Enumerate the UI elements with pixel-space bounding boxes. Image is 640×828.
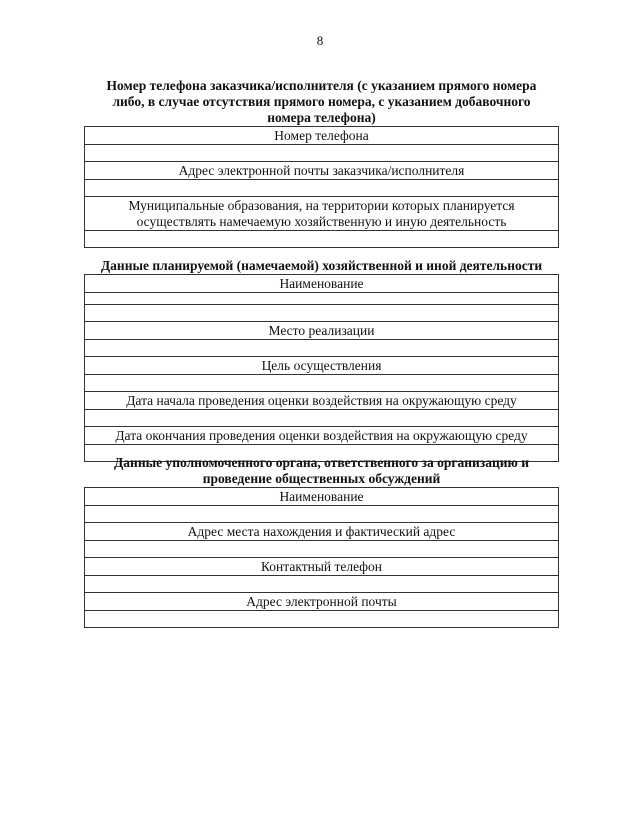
section-planned-activity: [84, 258, 559, 462]
row-label-municipalities: Муниципальные образования, на территории которых планируется осуществлять намечаемую хозяйственную и иную деятельность: [85, 197, 559, 231]
row-label-address: Адрес места нахождения и фактический адрес: [85, 523, 559, 541]
value-cell-municipalities[interactable]: [85, 231, 559, 248]
page-number: 8: [316, 33, 324, 48]
row-label-purpose: Цель осуществления: [85, 357, 559, 375]
section-title: Данные планируемой (намечаемой) хозяйственной и иной деятельности: [100, 258, 543, 273]
value-cell-email[interactable]: [85, 180, 559, 197]
row-label-end-date: Дата окончания проведения оценки воздействия на окружающую среду: [85, 427, 559, 445]
value-cell-start-date[interactable]: [85, 410, 559, 427]
section-customer-contacts: [84, 78, 559, 248]
value-cell-authority-name[interactable]: [85, 506, 559, 523]
authority-table: [84, 487, 559, 628]
row-label-start-date: Дата начала проведения оценки воздействия на окружающую среду: [85, 392, 559, 410]
value-cell-name-2[interactable]: [85, 305, 559, 322]
value-cell-contact-phone[interactable]: [85, 576, 559, 593]
value-cell-phone[interactable]: [85, 145, 559, 162]
row-label-authority-email: Адрес электронной почты: [85, 593, 559, 611]
section-title: Данные уполномоченного органа, ответственного за организацию и проведение общественных обсуждений: [114, 455, 529, 486]
value-cell-authority-email[interactable]: [85, 611, 559, 628]
value-cell-address[interactable]: [85, 541, 559, 558]
row-label-location: Место реализации: [85, 322, 559, 340]
row-label-phone: Номер телефона: [85, 127, 559, 145]
value-cell-name[interactable]: [85, 293, 559, 305]
row-label-authority-name: Наименование: [85, 488, 559, 506]
value-cell-location[interactable]: [85, 340, 559, 357]
section-authority: [84, 455, 559, 628]
row-label-contact-phone: Контактный телефон: [85, 558, 559, 576]
contacts-table: [84, 126, 559, 248]
row-label-name: Наименование: [85, 275, 559, 293]
row-label-email: Адрес электронной почты заказчика/исполнителя: [85, 162, 559, 180]
section-title: Номер телефона заказчика/исполнителя (с указанием прямого номера либо, в случае отсутствия прямого номера, с указанием добавочного номера телефона): [106, 78, 537, 125]
value-cell-purpose[interactable]: [85, 375, 559, 392]
activity-table: [84, 274, 559, 462]
